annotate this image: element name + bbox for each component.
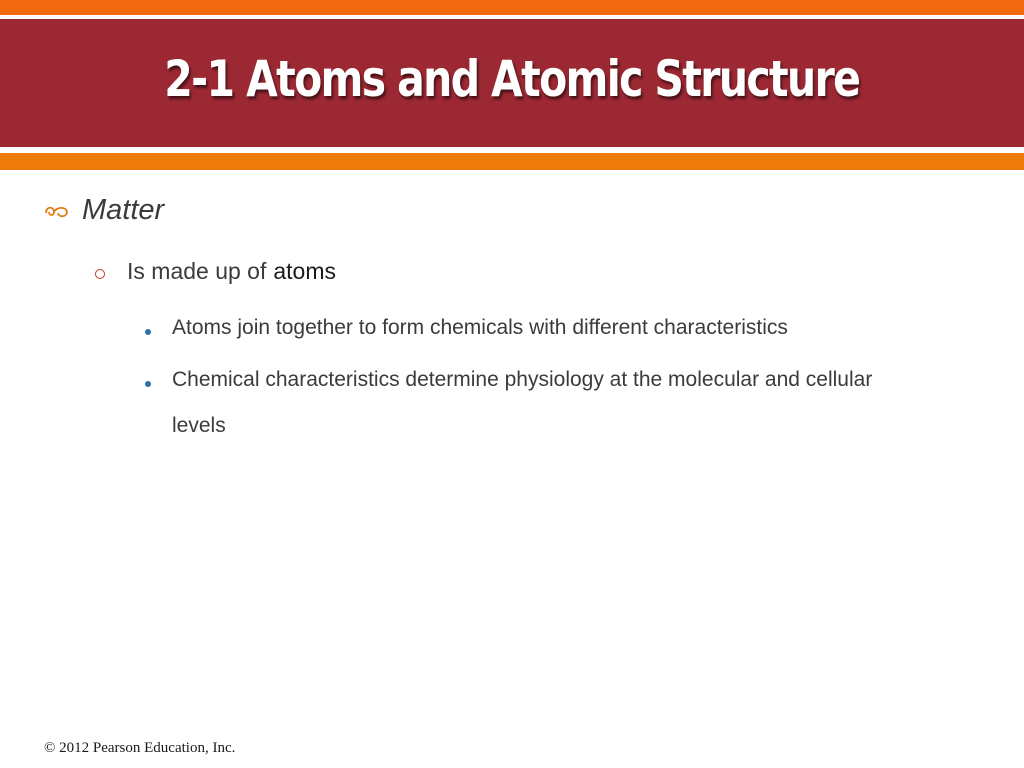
bullet-level3-text: Atoms join together to form chemicals with different characteristics xyxy=(172,316,788,339)
slide-title: 2-1 Atoms and Atomic Structure xyxy=(164,50,860,108)
bullet-level1-matter xyxy=(44,194,164,227)
top-orange-band xyxy=(0,0,1024,15)
bullet-level1-text: Matter xyxy=(82,194,165,226)
bullet-level3-atoms-join xyxy=(145,317,925,351)
lower-orange-band xyxy=(0,153,1024,170)
bullet-level2-made-of-atoms xyxy=(95,258,336,285)
dot-bullet-icon xyxy=(145,381,151,387)
title-bar xyxy=(0,19,1024,147)
bullet-level3-chemical-characteristics xyxy=(145,369,925,449)
copyright-footer: © 2012 Pearson Education, Inc. xyxy=(44,740,236,756)
bullet-level2-emphasis: atoms xyxy=(273,258,336,284)
bullet-level2-text: Is made up of xyxy=(127,258,267,284)
bullet-level3-text: Chemical characteristics determine physiology at the molecular and cellular levels xyxy=(172,368,873,437)
circle-bullet-icon xyxy=(95,269,105,279)
swirl-bullet-icon xyxy=(44,201,70,221)
dot-bullet-icon xyxy=(145,329,151,335)
